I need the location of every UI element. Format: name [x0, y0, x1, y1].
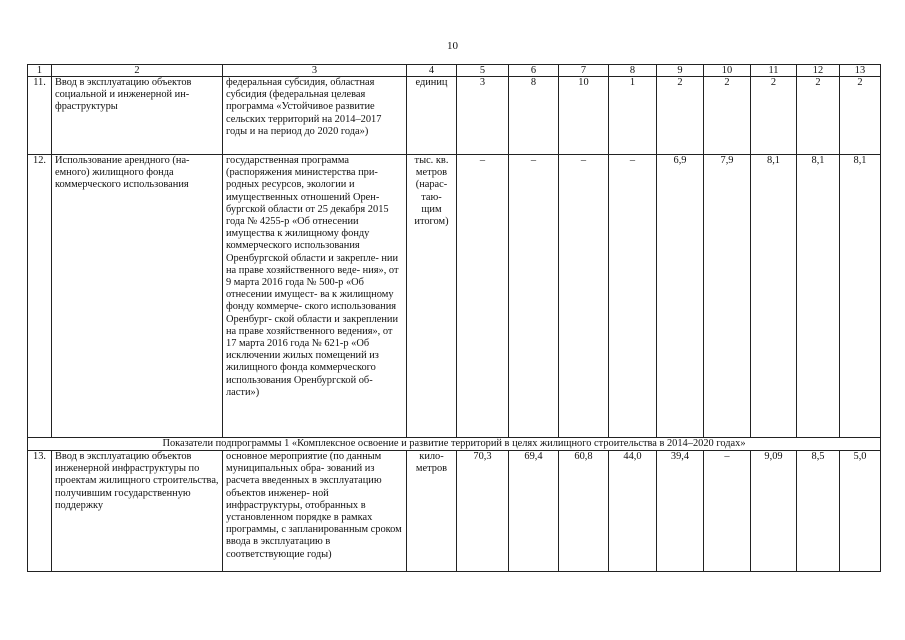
subprogram-title: Показатели подпрограммы 1 «Комплексное освоение и развитие территорий в целях жилищного строительства в 2014–2020 годах»: [28, 438, 881, 451]
value-cell: 5,0: [840, 451, 881, 572]
funding-source: федеральная субсидия, областная субсидия (федеральная целевая программа «Устойчивое развитие сельских территорий на 2014–2017 годы и на период до 2020 года»): [223, 77, 407, 155]
column-header: 4: [407, 65, 457, 77]
value-cell: 8,1: [797, 155, 840, 438]
value-cell: 8,1: [751, 155, 797, 438]
value-cell: 60,8: [559, 451, 609, 572]
value-cell: 3: [457, 77, 509, 155]
value-cell: 2: [840, 77, 881, 155]
indicators-table: [27, 64, 881, 572]
value-cell: 6,9: [657, 155, 704, 438]
value-cell: 1: [609, 77, 657, 155]
value-cell: 7,9: [704, 155, 751, 438]
indicator-name: Использование арендного (на- емного) жилищного фонда коммерческого использования: [52, 155, 223, 438]
value-cell: 44,0: [609, 451, 657, 572]
value-cell: 8,5: [797, 451, 840, 572]
indicator-name: Ввод в эксплуатацию объектов инженерной инфраструктуры по проектам жилищного строительства, получившим государственную поддержку: [52, 451, 223, 572]
value-cell: 2: [751, 77, 797, 155]
value-cell: 39,4: [657, 451, 704, 572]
column-header: 2: [52, 65, 223, 77]
value-cell: –: [609, 155, 657, 438]
column-header: 11: [751, 65, 797, 77]
subprogram-header-row: [28, 438, 881, 451]
row-number: 11.: [28, 77, 52, 155]
value-cell: –: [509, 155, 559, 438]
table-row-13: [28, 451, 881, 572]
funding-source: государственная программа (распоряжения министерства при- родных ресурсов, экологии и имущественных отношений Орен- бургской области от 25 декабря 2015 года № 4255-р «Об отнесении имущества к жилищному фонду коммерческого использования Оренбургской области и закрепле- нии на праве хозяйственного веде- ния», от 9 марта 2016 года № 500-р «Об отнесении имущест- ва к жилищному фонду коммерче- ского использования Оренбург- ской области и закреплении на праве хозяйственного ведения», от 17 марта 2016 года № 621-р «Об исключении жилых помещений из жилищного фонда коммерческого использования Оренбургской об- ласти»): [223, 155, 407, 438]
funding-source: основное мероприятие (по данным муниципальных обра- зований из расчета введенных в эксплуатацию объектов инженер- ной инфраструктуры, отобранных в установленном порядке в рамках программы, с запланированным сроком ввода в эксплуатацию в соответствующие годы): [223, 451, 407, 572]
column-header: 3: [223, 65, 407, 77]
table-row-11: [28, 77, 881, 155]
column-header: 6: [509, 65, 559, 77]
row-number: 13.: [28, 451, 52, 572]
unit: тыс. кв. метров (нарас- таю- щим итогом): [407, 155, 457, 438]
page-number: 10: [447, 40, 458, 52]
value-cell: 9,09: [751, 451, 797, 572]
column-numbers-row: [28, 65, 881, 77]
value-cell: 2: [657, 77, 704, 155]
column-header: 12: [797, 65, 840, 77]
value-cell: 8,1: [840, 155, 881, 438]
column-header: 9: [657, 65, 704, 77]
indicator-name: Ввод в эксплуатацию объектов социальной и инженерной ин- фраструктуры: [52, 77, 223, 155]
value-cell: 10: [559, 77, 609, 155]
column-header: 10: [704, 65, 751, 77]
column-header: 5: [457, 65, 509, 77]
value-cell: 69,4: [509, 451, 559, 572]
value-cell: 2: [797, 77, 840, 155]
value-cell: 2: [704, 77, 751, 155]
row-number: 12.: [28, 155, 52, 438]
column-header: 13: [840, 65, 881, 77]
column-header: 7: [559, 65, 609, 77]
table-row-12: [28, 155, 881, 438]
value-cell: 8: [509, 77, 559, 155]
value-cell: –: [457, 155, 509, 438]
value-cell: 70,3: [457, 451, 509, 572]
value-cell: –: [559, 155, 609, 438]
value-cell: –: [704, 451, 751, 572]
unit: кило- метров: [407, 451, 457, 572]
column-header: 1: [28, 65, 52, 77]
column-header: 8: [609, 65, 657, 77]
unit: единиц: [407, 77, 457, 155]
